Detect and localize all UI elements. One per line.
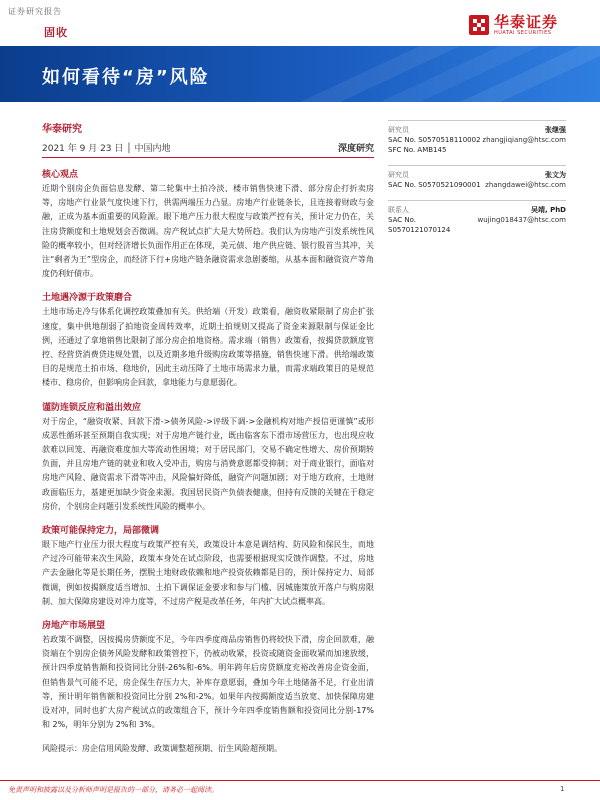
analyst-name: 吴靖, PhD	[530, 206, 566, 214]
analyst-panel	[388, 120, 566, 237]
section-body: 土地市场走冷与体系化调控政策叠加有关。供给端（开发）政策看，融资收紧限制了房企扩张速度，集中供地削弱了拍地资金周转效率，近期土拍规则又提高了资金来源限制与保证金比例，还通过了拿地销售比限制了部分房企拍地资格。需求端（销售）政策看，按揭贷款额度管控、经营贷消费贷违规处置，以及近期多地升级购房政策等措施，销售快速下滑。供给端政策目的是规范土拍市场、稳地价，因此主动压降了土地市场需求力量，而需求端政策目的是规范楼市、稳房价，但影响房企回款，拿地能力与意愿弱化。	[42, 307, 374, 388]
huatai-logo	[469, 13, 558, 37]
logo-en: HUATAI SECURITIES	[494, 30, 552, 36]
section-core-view	[42, 167, 374, 281]
analyst-name: 张文为	[545, 171, 566, 179]
footer-disclaimer: 免责声明和披露以及分析师声明是报告的一部分，请务必一起阅读。	[8, 786, 218, 794]
section-body: 对于房企，“融资收紧、回款下滑->债务风险->评级下调->金融机构对地产授信更谨慎”或形成恶性循环甚至预期自我实现；对于房地产链行业，既由临客东下滑市场营压力，也出现应收款难以回笼、再融资难度加大等流动性困境；对于居民部门，交易不确定性增大、房价预期转负面，并且房地产链的就业和收入受冲击，购房与消费意愿都受抑制；对于商业银行，面临对房地产风险、融资需求下滑等冲击，风险偏好降低，融资产问题加剧；对于地方政府，土地财政面临压力，基建更加缺少资金来源。我国居民资产负债表健康，但持有反馈的关键在于稳定房价，个别房企问题引发系统性风险的概率小。	[42, 416, 374, 511]
analyst-sac: SAC No. S0570121070124	[388, 216, 451, 234]
analyst-role: 研究员	[388, 126, 409, 134]
report-type: 证券研究报告	[8, 7, 62, 16]
footer-divider	[0, 780, 600, 781]
section-heading: 谨防连锁反应和溢出效应	[42, 402, 142, 413]
page-number: 1	[560, 785, 565, 793]
report-kind: 深度研究	[337, 144, 374, 154]
section-body: 眼下地产行业压力很大程度与政策严控有关，政策设计本意是调结构、防风险和保民生，而地产过冷可能带来次生风险，政策本身处在试点阶段，也需要根据现实反馈作调整。不过，房地产去金融化等是长期任务，摆脱土地财政依赖和地产投资依赖都是目的，预计保持定力、局部微调，例如按揭额度适当增加、土拍下调保证金要求和参与门槛、因城施策放开落户与购房限制、加大保障房建设对冲力度等，不过房产税是改革任务，年内扩大试点概率高。	[42, 540, 374, 606]
org-name: 华泰研究	[42, 124, 82, 135]
section-body: 近期个别房企负面信息发酵、第二轮集中土拍冷淡、楼市销售快速下滑、部分房企打折卖房等，房地产行业景气度快速下行，供需两端压力凸显。房地产行业链条长，且连接着财政与金融，正成为基本面重要的风险源。眼下地产压力很大程度与政策严控有关，预计定力仍在，关注房贷额度和土地规划会否微调。房产税试点扩大是大势所趋。我们认为房地产引发系统性风险的概率较小，但对经济增长负面作用正在体现，美元债、地产供应链、银行股首当其冲，关注“剩者为王”型房企，而经济下行+房地产链条融资需求急剧萎缩，从基本面和融资资产等角度仍利好债市。	[42, 184, 374, 279]
section-label: 固收	[44, 26, 68, 39]
report-title: 如何看待“房”风险	[42, 67, 210, 88]
section-spillover	[42, 400, 374, 514]
date-region: 2021 年 9 月 23 日 │ 中国内地	[42, 144, 171, 154]
analyst-sac: SAC No. S0570518110002	[388, 136, 481, 144]
analyst-role: 研究员	[388, 171, 409, 179]
analyst-card	[388, 120, 566, 157]
analyst-sfc: SFC No. AMB145	[388, 146, 447, 154]
analyst-email[interactable]: wujing018437@htsc.com	[477, 216, 566, 224]
section-heading: 土地遇冷源于政策磨合	[42, 293, 133, 304]
main-content	[42, 120, 374, 754]
analyst-role: 联系人	[388, 206, 409, 214]
report-meta	[42, 141, 374, 158]
section-policy	[42, 523, 374, 609]
section-heading: 核心观点	[42, 170, 79, 180]
analyst-card	[388, 165, 566, 192]
analyst-name: 张继强	[545, 126, 566, 134]
risk-warning: 风险提示：房企信用风险发酵、政策调整超预期、衍生风险超预期。	[42, 743, 282, 753]
section-body: 若政策不调整，因按揭房贷额度不足，今年四季度商品房销售仍将较快下滑，房企回款难，融资端在个别房企债务风险发酵和政策管控下，仍被动收紧，投资或随资金面收紧而加速放缓，预计四季度销售额和投资同比分别-26%和-6%。明年跨年后房贷额度充裕改善房企资金面，但销售景气可能不足，房企保生存压力大，补库存意愿弱，叠加今年土地储备不足，行业出清等，预计明年销售额和投资同比分别 2%和-2%。如果年内按揭额度适当放宽、加快保障房建设对冲，同时也扩大房产税试点的政策组合下，预计今年四季度销售额和投资同比分别-17%和 2%，明年分别为 2%和 3%。	[42, 635, 374, 730]
section-outlook	[42, 618, 374, 732]
logo-cn: 华泰证券	[494, 13, 559, 31]
section-land	[42, 290, 374, 390]
title-banner	[0, 46, 600, 102]
analyst-email[interactable]: zhangdawei@htsc.com	[485, 181, 566, 189]
analyst-card	[388, 200, 566, 237]
section-heading: 政策可能保持定力，局部微调	[42, 526, 160, 537]
analyst-sac: SAC No. S0570521090001	[388, 181, 481, 189]
analyst-email[interactable]: zhangjiqiang@htsc.com	[482, 136, 566, 144]
section-heading: 房地产市场展望	[42, 621, 106, 632]
huatai-logo-icon	[469, 15, 489, 35]
